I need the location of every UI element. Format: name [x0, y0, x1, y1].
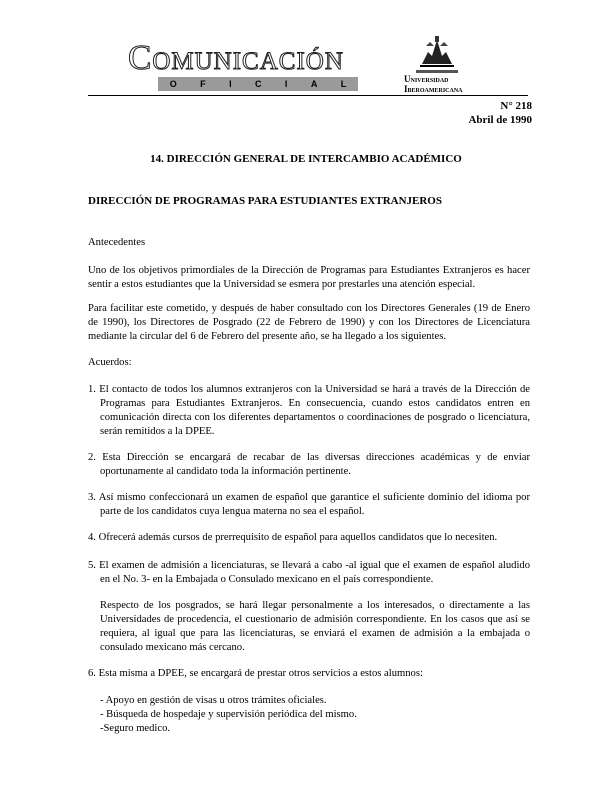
service-item: - Búsqueda de hospedaje y supervisión periódica del mismo.	[100, 709, 357, 720]
list-item: 2. Esta Dirección se encargará de recabar de las diversas direcciones académicas y de enviar oportunamente al candidato toda la información pertinente.	[88, 452, 530, 477]
masthead-letter: A	[310, 79, 318, 89]
section-heading: 14. DIRECCIÓN GENERAL DE INTERCAMBIO ACADÉMICO	[150, 153, 462, 165]
subsection-heading: DIRECCIÓN DE PROGRAMAS PARA ESTUDIANTES EXTRANJEROS	[88, 195, 442, 207]
list-item: 5. El examen de admisión a licenciaturas, se llevará a cabo -al igual que el examen de español aludido en el No. 3- en la Embajada o Consulado mexicano en el país correspondiente.	[88, 560, 530, 585]
masthead-letter: O	[169, 79, 177, 89]
university-name-line1: Universidad	[404, 74, 449, 84]
masthead-letter: I	[284, 79, 288, 89]
logo-caption-line	[416, 70, 458, 73]
masthead-letter: C	[255, 79, 262, 89]
masthead-letter: I	[229, 79, 232, 89]
service-item: -Seguro medico.	[100, 723, 171, 734]
paragraph: Uno de los objetivos primordiales de la Dirección de Programas para Estudiantes Extranjeros es hacer sentir a estos estudiantes que la Universidad se esmera por prestarles una atención especial.	[88, 265, 530, 290]
university-logo	[404, 34, 468, 94]
university-name	[404, 74, 494, 94]
masthead-subtitle-bar	[158, 77, 358, 91]
document-reference	[468, 99, 532, 127]
paragraph: Para facilitar este cometido, y después de haber consultado con los Directores Generales (19 de Enero de 1990), los Directores de Posgrado (22 de Febrero de 1990) y con los Directores de Licenciatura mediante la circular del 6 de Febrero del presente año, se ha llegado a los siguientes.	[88, 303, 530, 342]
list-item: 4. Ofrecerá además cursos de prerrequisito de español para aquellos candidatos que lo necesiten.	[88, 532, 498, 543]
university-name-line2: Iberoamericana	[404, 84, 463, 94]
masthead-letter: F	[200, 79, 206, 89]
list-item: 3. Así mismo confeccionará un examen de español que garantice el suficiente dominio del idioma por parte de los candidatos cuya lengua materna no sea el español.	[88, 492, 530, 517]
masthead-logo	[128, 38, 358, 94]
list-item: 6. Esta misma a DPEE, se encargará de prestar otros servicios a estos alumnos:	[88, 668, 423, 679]
paragraph: Respecto de los posgrados, se hará llegar personalmente a los interesados, o directamente a las Universidades de procedencia, el cuestionario de admisión correspondiente. En los casos que así se requiera, al igual que para las licenciaturas, se enviará el examen de admisión a la embajada o consulado mexicano más cercano.	[100, 600, 530, 653]
university-crest-icon	[418, 34, 456, 68]
masthead-title: Comunicación	[128, 38, 344, 77]
header-divider	[88, 95, 528, 96]
antecedentes-label: Antecedentes	[88, 237, 146, 248]
document-date: Abril de 1990	[468, 114, 532, 126]
list-item: 1. El contacto de todos los alumnos extranjeros con la Universidad se hará a través de la Dirección de Programas para Estudiantes Extranjeros. En consecuencia, cuando estos candidatos entren en comunicación directa con los diferentes departamentos o coordinaciones de posgrado o licenciatura, serán remitidos a la DPEE.	[88, 384, 530, 437]
masthead-letter: L	[340, 79, 347, 89]
service-item: - Apoyo en gestión de visas u otros trámites oficiales.	[100, 695, 327, 706]
acuerdos-label: Acuerdos:	[88, 357, 132, 368]
document-number: N° 218	[500, 100, 532, 112]
